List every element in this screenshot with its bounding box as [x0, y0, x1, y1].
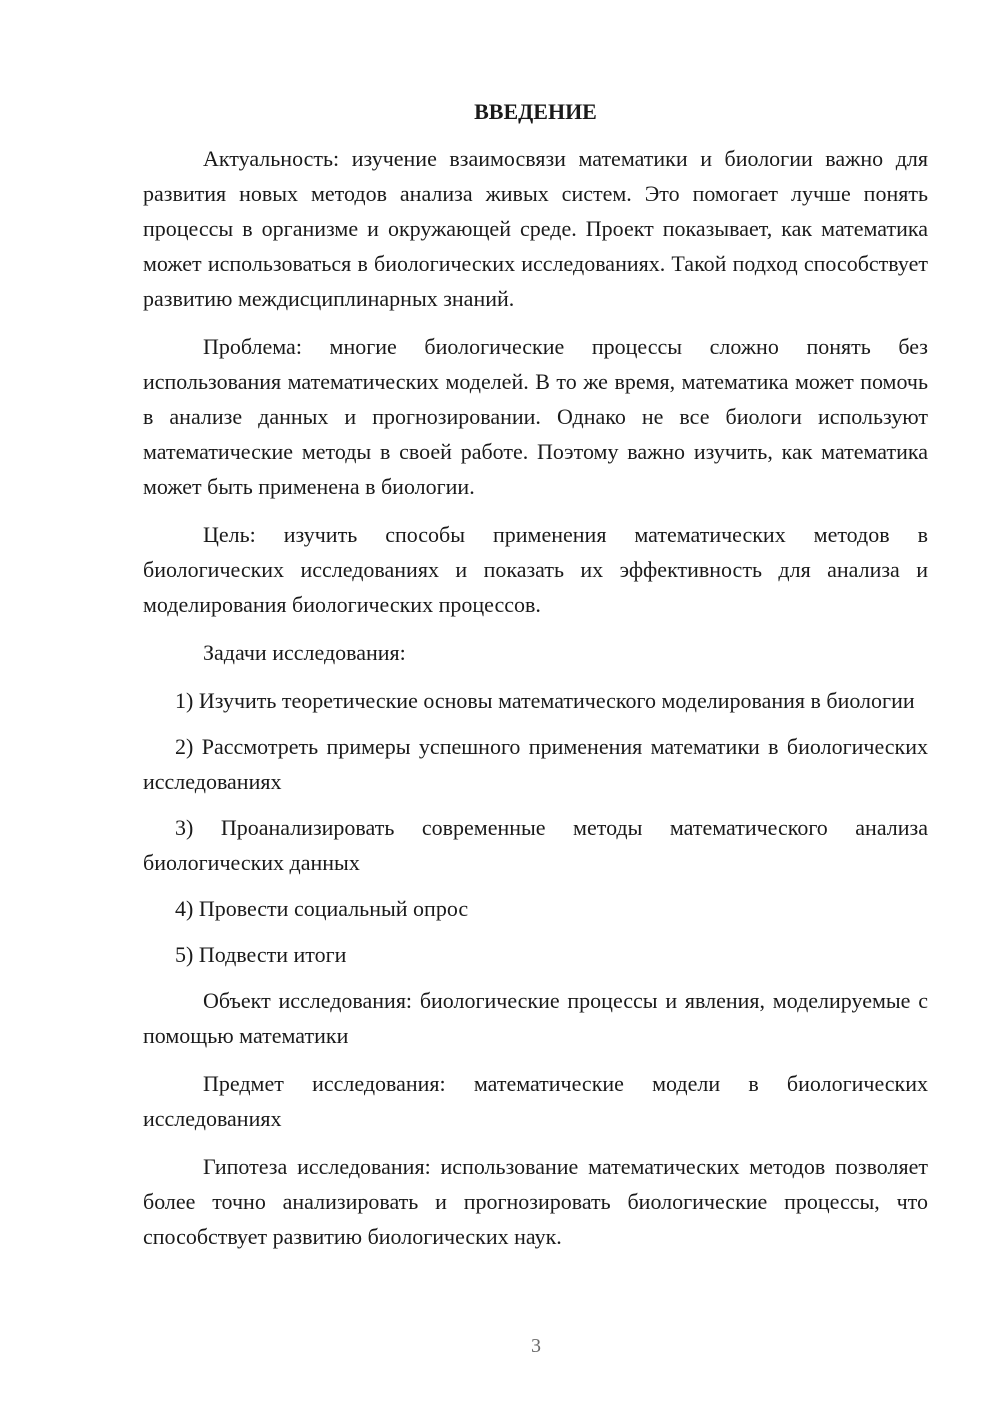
task-item: 1) Изучить теоретические основы математического моделирования в биологии: [175, 688, 915, 713]
page-content: [143, 94, 928, 1267]
tasks-list: [143, 683, 928, 972]
tasks-heading: Задачи исследования:: [203, 640, 406, 665]
page-number: 3: [531, 1335, 541, 1357]
task-item: 4) Провести социальный опрос: [175, 896, 469, 921]
subject-paragraph: Предмет исследования: математические модели в биологических исследованиях: [143, 1071, 928, 1131]
task-item: 3) Проанализировать современные методы математического анализа биологических данных: [143, 815, 928, 875]
section-title: ВВЕДЕНИЕ: [474, 99, 597, 124]
task-item: 2) Рассмотреть примеры успешного применения математики в биологических исследованиях: [143, 734, 928, 794]
relevance-paragraph: Актуальность: изучение взаимосвязи математики и биологии важно для развития новых методов анализа живых систем. Это помогает лучше понять процессы в организме и окружающей среде. Проект показывает, как математика может использоваться в биологических исследованиях. Такой подход способствует развитию междисциплинарных знаний.: [143, 146, 928, 311]
task-item: 5) Подвести итоги: [175, 942, 347, 967]
goal-paragraph: Цель: изучить способы применения математических методов в биологических исследованиях и показать их эффективность для анализа и моделирования биологических процессов.: [143, 522, 928, 617]
object-paragraph: Объект исследования: биологические процессы и явления, моделируемые с помощью математики: [143, 988, 928, 1048]
problem-paragraph: Проблема: многие биологические процессы сложно понять без использования математических моделей. В то же время, математика может помочь в анализе данных и прогнозировании. Однако не все биологи используют математические методы в своей работе. Поэтому важно изучить, как математика может быть применена в биологии.: [143, 334, 928, 499]
hypothesis-paragraph: Гипотеза исследования: использование математических методов позволяет более точно анализировать и прогнозировать биологические процессы, что способствует развитию биологических наук.: [143, 1154, 928, 1249]
